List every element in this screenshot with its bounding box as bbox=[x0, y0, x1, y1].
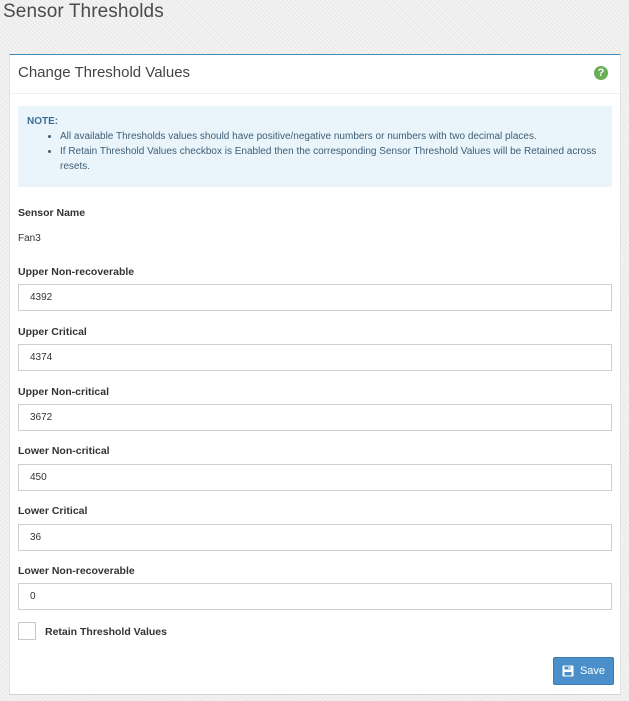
sensor-name-value: Fan3 bbox=[18, 233, 41, 244]
lower-noncritical-input[interactable] bbox=[18, 464, 612, 491]
save-button[interactable] bbox=[553, 657, 614, 685]
lower-critical-label: Lower Critical bbox=[18, 505, 88, 517]
lower-nonrecoverable-label: Lower Non-recoverable bbox=[18, 565, 135, 577]
upper-nonrecoverable-input[interactable] bbox=[18, 284, 612, 311]
lower-nonrecoverable-input[interactable] bbox=[18, 583, 612, 610]
upper-critical-input[interactable] bbox=[18, 344, 612, 371]
page-title: Sensor Thresholds bbox=[3, 1, 164, 22]
note-item: • If Retain Threshold Values checkbox is Enabled then the corresponding Sensor Threshold Values will be Retained across resets. bbox=[60, 144, 604, 174]
note-list bbox=[27, 129, 604, 174]
note-box bbox=[18, 106, 612, 187]
panel-header bbox=[10, 55, 620, 94]
note-title: NOTE: bbox=[27, 116, 59, 127]
upper-noncritical-input[interactable] bbox=[18, 404, 612, 431]
retain-threshold-label[interactable]: Retain Threshold Values bbox=[45, 626, 167, 638]
sensor-name-label: Sensor Name bbox=[18, 207, 86, 219]
upper-critical-label: Upper Critical bbox=[18, 326, 87, 338]
upper-noncritical-label: Upper Non-critical bbox=[18, 386, 110, 398]
question-circle-icon[interactable]: ? bbox=[594, 66, 608, 80]
lower-critical-input[interactable] bbox=[18, 524, 612, 551]
upper-nonrecoverable-label: Upper Non-recoverable bbox=[18, 266, 135, 278]
floppy-disk-icon bbox=[562, 665, 574, 677]
save-button-label: Save bbox=[579, 665, 606, 677]
note-item: • All available Thresholds values should have positive/negative numbers or numbers with two decimal places. bbox=[60, 129, 604, 144]
threshold-panel bbox=[9, 54, 621, 695]
panel-title: Change Threshold Values bbox=[18, 64, 191, 81]
retain-threshold-checkbox[interactable] bbox=[18, 622, 36, 640]
lower-noncritical-label: Lower Non-critical bbox=[18, 445, 110, 457]
